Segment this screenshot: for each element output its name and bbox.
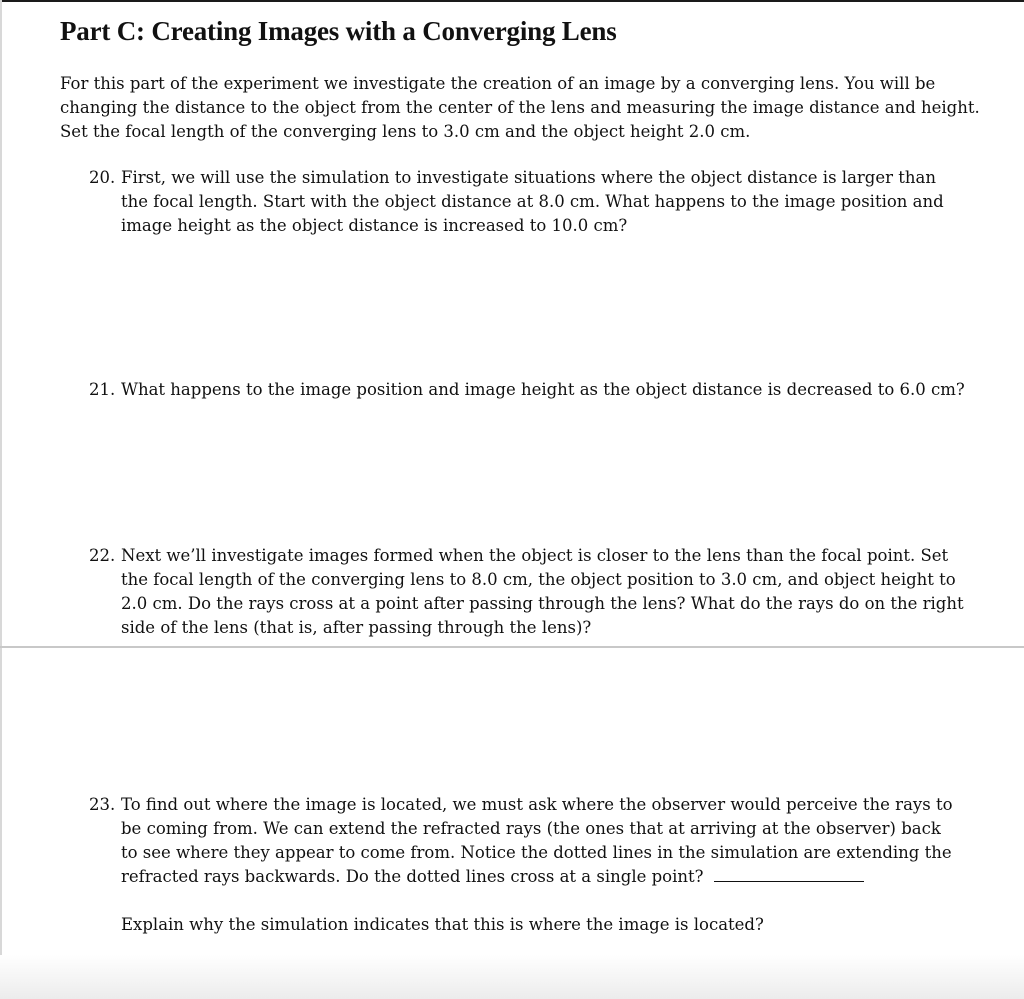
question-first-line bbox=[89, 166, 974, 190]
left-border bbox=[0, 0, 2, 999]
question-number: 20. bbox=[89, 168, 116, 187]
intro-paragraph bbox=[60, 72, 980, 144]
question-text: the focal length of the converging lens to 8.0 cm, the object position to 3.0 cm, and object height to bbox=[121, 570, 956, 589]
question-text: To find out where the image is located, we must ask where the observer would perceive the rays to bbox=[121, 795, 953, 814]
question-20 bbox=[89, 166, 974, 238]
question-last-line bbox=[89, 865, 974, 889]
answer-blank[interactable] bbox=[714, 867, 864, 882]
question-text: image height as the object distance is increased to 10.0 cm? bbox=[121, 216, 628, 235]
bottom-shadow bbox=[0, 955, 1024, 999]
top-border bbox=[0, 0, 1024, 2]
question-number: 22. bbox=[89, 546, 116, 565]
page-break-divider bbox=[0, 646, 1024, 648]
page-title: Part C: Creating Images with a Converging Lens bbox=[60, 16, 617, 46]
question-number: 23. bbox=[89, 795, 116, 814]
question-first-line bbox=[89, 793, 974, 817]
question-text: Next we’ll investigate images formed when the object is closer to the lens than the focal point. Set bbox=[121, 546, 949, 565]
question-text: the focal length. Start with the object distance at 8.0 cm. What happens to the image position and bbox=[121, 192, 944, 211]
question-21 bbox=[89, 378, 974, 402]
question-23-followup: Explain why the simulation indicates that this is where the image is located? bbox=[121, 915, 764, 934]
intro-line: changing the distance to the object from the center of the lens and measuring the image distance and height. bbox=[60, 98, 980, 117]
intro-line: For this part of the experiment we investigate the creation of an image by a converging lens. You will be bbox=[60, 74, 936, 93]
question-first-line bbox=[89, 544, 974, 568]
question-text: First, we will use the simulation to investigate situations where the object distance is larger than bbox=[121, 168, 936, 187]
question-23 bbox=[89, 793, 974, 889]
question-text: What happens to the image position and image height as the object distance is decreased to 6.0 cm? bbox=[121, 380, 965, 399]
question-number: 21. bbox=[89, 380, 116, 399]
question-text: side of the lens (that is, after passing through the lens)? bbox=[121, 618, 592, 637]
question-text: be coming from. We can extend the refracted rays (the ones that at arriving at the observer) back bbox=[121, 819, 941, 838]
question-text: refracted rays backwards. Do the dotted lines cross at a single point? bbox=[121, 867, 704, 886]
question-first-line bbox=[89, 378, 974, 402]
question-text: 2.0 cm. Do the rays cross at a point after passing through the lens? What do the rays do on the right bbox=[121, 594, 964, 613]
intro-line: Set the focal length of the converging lens to 3.0 cm and the object height 2.0 cm. bbox=[60, 122, 751, 141]
question-text: to see where they appear to come from. Notice the dotted lines in the simulation are extending the bbox=[121, 843, 952, 862]
question-22 bbox=[89, 544, 974, 640]
